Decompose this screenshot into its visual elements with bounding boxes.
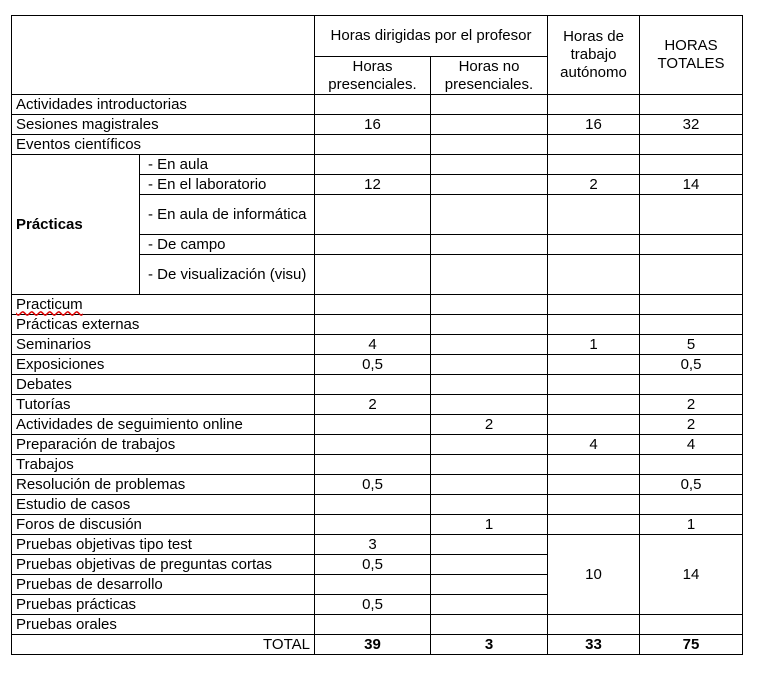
activity-label: Eventos científicos: [12, 135, 315, 155]
non-presential-value: [431, 255, 548, 295]
total-presential: 39: [315, 635, 431, 655]
total-value: [640, 255, 743, 295]
non-presential-value: [431, 395, 548, 415]
presential-value: [315, 195, 431, 235]
presential-value: [315, 375, 431, 395]
table-row: [12, 115, 743, 135]
total-value: 32: [640, 115, 743, 135]
table-row: [12, 395, 743, 415]
table-row: [12, 315, 743, 335]
presential-value: 3: [315, 535, 431, 555]
total-row: [12, 635, 743, 655]
activity-label: [12, 295, 315, 315]
presential-value: [315, 575, 431, 595]
autonomous-value: [548, 295, 640, 315]
autonomous-value: [548, 255, 640, 295]
activity-label: Debates: [12, 375, 315, 395]
total-value: 2: [640, 395, 743, 415]
non-presential-value: [431, 435, 548, 455]
total-value: [640, 155, 743, 175]
total-value: [640, 375, 743, 395]
autonomous-value: [548, 515, 640, 535]
activity-label: Sesiones magistrales: [12, 115, 315, 135]
activity-label: Pruebas prácticas: [12, 595, 315, 615]
header-total-hours: HORAS TOTALES: [640, 16, 743, 95]
non-presential-value: [431, 315, 548, 335]
autonomous-value: [548, 455, 640, 475]
autonomous-value: [548, 495, 640, 515]
autonomous-empty: [548, 615, 640, 635]
hours-table: [11, 15, 743, 655]
presential-value: 2: [315, 395, 431, 415]
total-value: [640, 495, 743, 515]
pruebas-total-merged: 14: [640, 535, 743, 615]
total-value: 4: [640, 435, 743, 455]
header-autonomous-hours: Horas de trabajo autónomo: [548, 16, 640, 95]
presential-value: [315, 95, 431, 115]
total-value: [640, 235, 743, 255]
total-value: [640, 135, 743, 155]
total-value: 0,5: [640, 355, 743, 375]
non-presential-value: [431, 475, 548, 495]
autonomous-value: [548, 155, 640, 175]
practica-sub-label: - De campo: [140, 235, 315, 255]
presential-value: [315, 295, 431, 315]
activity-label: Tutorías: [12, 395, 315, 415]
header-non-presential: Horas no presenciales.: [431, 57, 548, 95]
total-value: 14: [640, 175, 743, 195]
table-row: [12, 615, 743, 635]
activity-label: Pruebas objetivas tipo test: [12, 535, 315, 555]
table-row: [12, 415, 743, 435]
total-value: 1: [640, 515, 743, 535]
activity-label: Actividades de seguimiento online: [12, 415, 315, 435]
practicum-text: Practicum: [16, 295, 83, 313]
autonomous-value: [548, 355, 640, 375]
presential-value: 0,5: [315, 475, 431, 495]
total-label: TOTAL: [12, 635, 315, 655]
autonomous-value: 2: [548, 175, 640, 195]
total-value: [640, 315, 743, 335]
non-presential-value: [431, 135, 548, 155]
autonomous-value: [548, 135, 640, 155]
presential-value: 16: [315, 115, 431, 135]
autonomous-value: [548, 315, 640, 335]
table-row: [12, 375, 743, 395]
presential-value: [315, 315, 431, 335]
header-presential: Horas presenciales.: [315, 57, 431, 95]
presential-value: [315, 135, 431, 155]
presential-value: 0,5: [315, 555, 431, 575]
autonomous-value: [548, 195, 640, 235]
autonomous-value: [548, 395, 640, 415]
non-presential-value: 1: [431, 515, 548, 535]
non-presential-value: [431, 115, 548, 135]
non-presential-value: [431, 535, 548, 555]
activity-label: Pruebas objetivas de preguntas cortas: [12, 555, 315, 575]
autonomous-value: [548, 415, 640, 435]
autonomous-value: 1: [548, 335, 640, 355]
table-row: [12, 335, 743, 355]
activity-label: Prácticas externas: [12, 315, 315, 335]
autonomous-value: [548, 235, 640, 255]
non-presential-value: [431, 455, 548, 475]
table-row: [12, 155, 743, 175]
non-presential-value: 2: [431, 415, 548, 435]
non-presential-value: [431, 575, 548, 595]
non-presential-value: [431, 495, 548, 515]
presential-value: [315, 515, 431, 535]
total-value: [640, 455, 743, 475]
presential-value: 4: [315, 335, 431, 355]
practica-sub-label: - En aula de informática: [140, 195, 315, 235]
pruebas-autonomous-merged: 10: [548, 535, 640, 615]
table-row: [12, 295, 743, 315]
total-value: [640, 195, 743, 235]
non-presential-value: [431, 555, 548, 575]
table-row: [12, 95, 743, 115]
practica-sub-label: - De visualización (visu): [140, 255, 315, 295]
activity-label: Seminarios: [12, 335, 315, 355]
total-total: 75: [640, 635, 743, 655]
presential-value: [315, 495, 431, 515]
total-autonomous: 33: [548, 635, 640, 655]
activity-label: Pruebas orales: [12, 615, 315, 635]
total-non-presential: 3: [431, 635, 548, 655]
total-value: [640, 295, 743, 315]
presential-value: [315, 435, 431, 455]
non-presential-value: [431, 595, 548, 615]
activity-label: Exposiciones: [12, 355, 315, 375]
non-presential-value: [431, 155, 548, 175]
presential-value: [315, 155, 431, 175]
presential-value: [315, 255, 431, 295]
table-row: [12, 475, 743, 495]
non-presential-value: [431, 615, 548, 635]
header-empty: [12, 16, 315, 95]
non-presential-value: [431, 335, 548, 355]
total-value: 5: [640, 335, 743, 355]
practica-sub-label: - En aula: [140, 155, 315, 175]
table-row: [12, 495, 743, 515]
total-empty: [640, 615, 743, 635]
table-row: [12, 135, 743, 155]
autonomous-value: [548, 475, 640, 495]
presential-value: 12: [315, 175, 431, 195]
non-presential-value: [431, 195, 548, 235]
non-presential-value: [431, 235, 548, 255]
table-row: [12, 515, 743, 535]
practicas-label: Prácticas: [12, 155, 140, 295]
total-value: 0,5: [640, 475, 743, 495]
activity-label: Estudio de casos: [12, 495, 315, 515]
presential-value: [315, 455, 431, 475]
presential-value: [315, 235, 431, 255]
total-value: 2: [640, 415, 743, 435]
non-presential-value: [431, 295, 548, 315]
non-presential-value: [431, 375, 548, 395]
presential-value: [315, 415, 431, 435]
non-presential-value: [431, 175, 548, 195]
autonomous-value: [548, 95, 640, 115]
presential-value: [315, 615, 431, 635]
autonomous-value: 4: [548, 435, 640, 455]
activity-label: Preparación de trabajos: [12, 435, 315, 455]
table-row: [12, 455, 743, 475]
presential-value: 0,5: [315, 355, 431, 375]
presential-value: 0,5: [315, 595, 431, 615]
header-directed-hours: Horas dirigidas por el profesor: [315, 16, 548, 57]
activity-label: Actividades introductorias: [12, 95, 315, 115]
autonomous-value: [548, 375, 640, 395]
activity-label: Foros de discusión: [12, 515, 315, 535]
non-presential-value: [431, 95, 548, 115]
table-row: [12, 355, 743, 375]
activity-label: Resolución de problemas: [12, 475, 315, 495]
total-value: [640, 95, 743, 115]
activity-label: Trabajos: [12, 455, 315, 475]
non-presential-value: [431, 355, 548, 375]
practica-sub-label: - En el laboratorio: [140, 175, 315, 195]
table-row: [12, 535, 743, 555]
activity-label: Pruebas de desarrollo: [12, 575, 315, 595]
table-row: [12, 435, 743, 455]
autonomous-value: 16: [548, 115, 640, 135]
